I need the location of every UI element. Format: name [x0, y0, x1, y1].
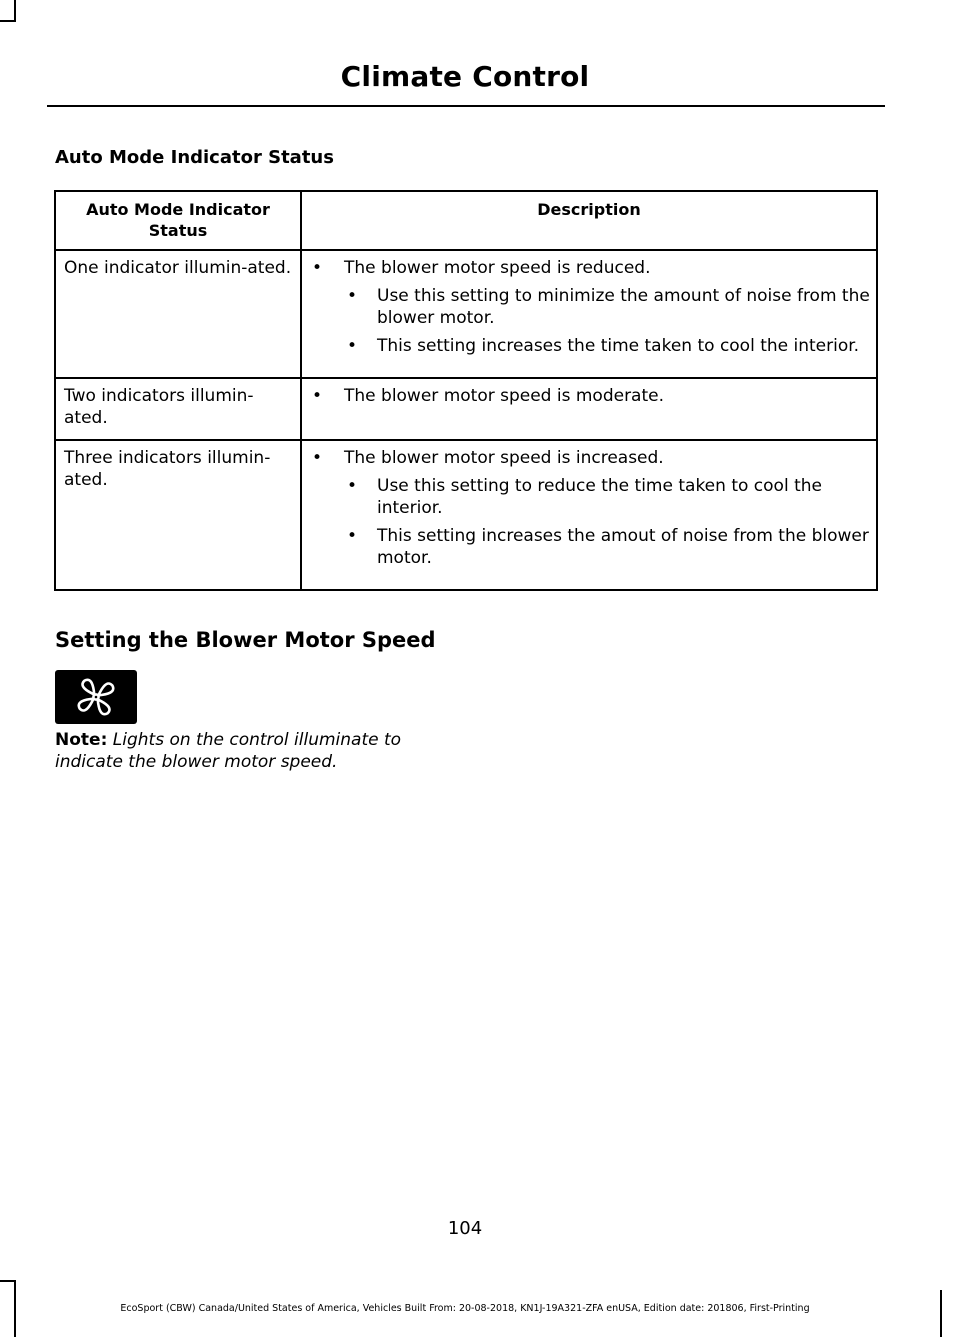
crop-mark — [0, 1280, 16, 1282]
fan-icon — [55, 670, 137, 724]
bullet-item — [310, 257, 870, 279]
status-cell: Three indicators illumin-ated. — [55, 440, 301, 590]
title-divider — [47, 105, 885, 107]
note-paragraph — [55, 729, 455, 773]
crop-mark — [0, 20, 16, 22]
table-header-row — [55, 191, 877, 250]
section-heading: Setting the Blower Motor Speed — [55, 628, 436, 652]
sub-bullet-item — [310, 285, 870, 329]
description-cell — [301, 440, 877, 590]
page-title: Climate Control — [340, 60, 590, 93]
bullet-marker: • — [312, 448, 323, 468]
sub-bullet-text: Use this setting to minimize the amount of noise from the blower motor. — [377, 286, 870, 328]
crop-mark — [14, 0, 16, 22]
indicator-status-table — [54, 190, 878, 591]
crop-mark — [940, 1290, 942, 1337]
table-heading: Auto Mode Indicator Status — [55, 147, 334, 168]
note-text: Lights on the control illuminate to indicate the blower motor speed. — [55, 730, 402, 772]
status-cell: Two indicators illumin-ated. — [55, 378, 301, 440]
page-number: 104 — [447, 1218, 483, 1239]
bullet-text: The blower motor speed is moderate. — [344, 386, 665, 406]
sub-bullet-item — [310, 525, 870, 569]
table-row — [55, 250, 877, 378]
status-cell: One indicator illumin-ated. — [55, 250, 301, 378]
bullet-marker: • — [347, 526, 358, 546]
sub-bullet-text: This setting increases the time taken to cool the interior. — [377, 336, 860, 356]
fan-icon-graphic — [71, 674, 121, 720]
table-row — [55, 378, 877, 440]
sub-bullet-item — [310, 335, 870, 357]
bullet-marker: • — [347, 476, 358, 496]
bullet-marker: • — [347, 336, 358, 356]
bullet-text: The blower motor speed is increased. — [344, 448, 664, 468]
bullet-item — [310, 385, 870, 407]
bullet-item — [310, 447, 870, 469]
bullet-marker: • — [347, 286, 358, 306]
sub-bullet-item — [310, 475, 870, 519]
sub-bullet-text: Use this setting to reduce the time taken to cool the interior. — [377, 476, 822, 518]
bullet-marker: • — [312, 258, 323, 278]
column-header-status: Auto Mode Indicator Status — [55, 191, 301, 250]
description-cell — [301, 250, 877, 378]
footer-text: EcoSport (CBW) Canada/United States of America, Vehicles Built From: 20-08-2018, KN1J-19A321-ZFA enUSA, Edition date: 201806, First-Printing — [120, 1303, 810, 1314]
bullet-text: The blower motor speed is reduced. — [344, 258, 651, 278]
bullet-marker: • — [312, 386, 323, 406]
description-cell — [301, 378, 877, 440]
table-row — [55, 440, 877, 590]
note-label: Note: — [55, 730, 108, 750]
column-header-description: Description — [301, 191, 877, 250]
sub-bullet-text: This setting increases the amout of noise from the blower motor. — [377, 526, 869, 568]
